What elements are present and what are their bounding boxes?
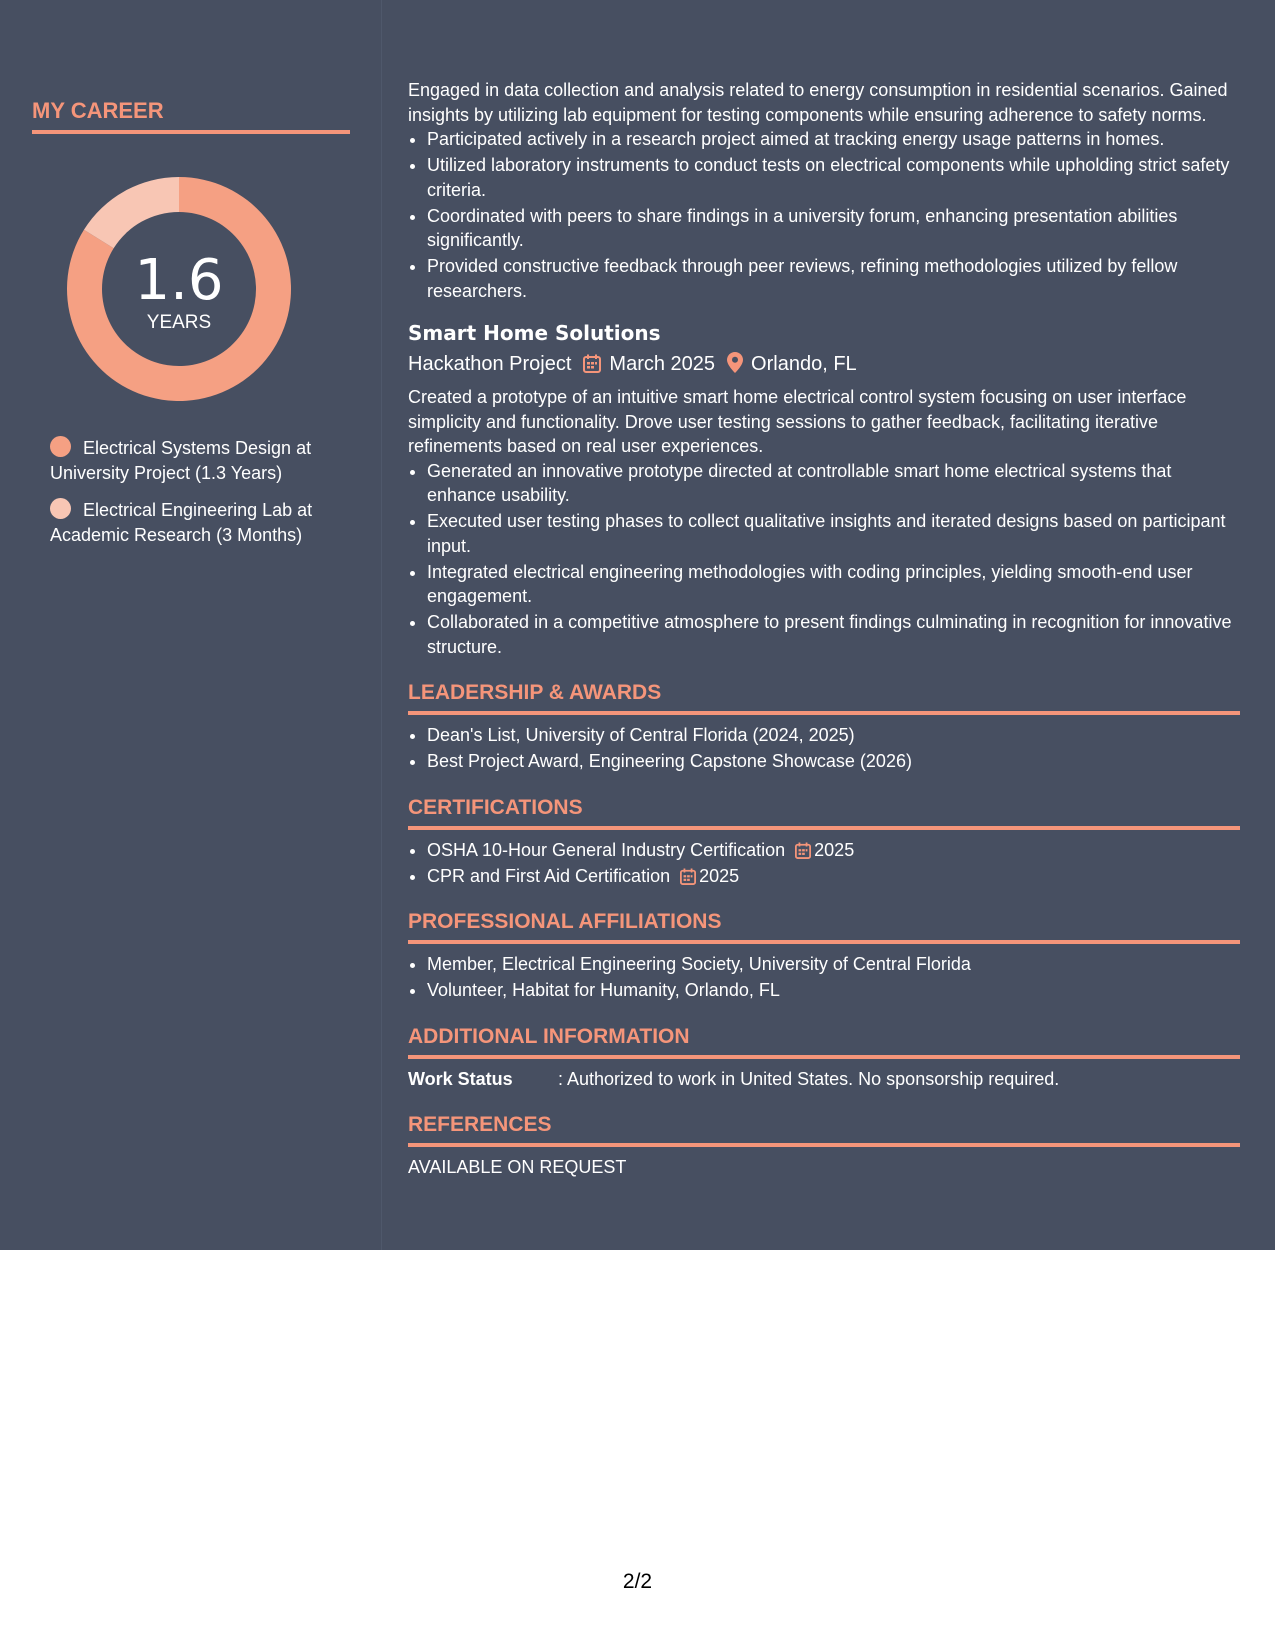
career-total-value: 1.6 [134, 248, 224, 313]
list-item: • Participated actively in a research project aimed at tracking energy usage patterns in homes. [427, 127, 1240, 152]
legend-dot-icon [50, 436, 71, 457]
work-status-row [408, 1067, 1240, 1092]
project-type: Hackathon Project [408, 353, 572, 375]
calendar-icon [583, 354, 601, 373]
list-item: • Utilized laboratory instruments to conduct tests on electrical components while upholding strict safety criteria. [427, 153, 1240, 202]
legend-label: Electrical Systems Design at University Project (1.3 Years) [50, 438, 312, 483]
certifications-heading: CERTIFICATIONS [408, 794, 1240, 830]
list-item [427, 864, 1240, 889]
experience-bullets [408, 127, 1240, 303]
certification-name: OSHA 10-Hour General Industry Certification [427, 839, 786, 860]
project-description: Created a prototype of an intuitive smart home electrical control system focusing on user interface simplicity and functionality. Drove user testing sessions to gather feedback, facilitating iterative refinements based on real user experiences. [408, 387, 1187, 456]
list-item: • Integrated electrical engineering methodologies with coding principles, yielding smooth-end user engagement. [427, 560, 1240, 609]
legend-dot-icon [50, 498, 71, 519]
career-total-unit: YEARS [146, 312, 212, 333]
list-item: • Generated an innovative prototype directed at controllable smart home electrical systems that enhance usability. [427, 459, 1240, 508]
list-item: • Executed user testing phases to collect qualitative insights and iterated designs based on participant input. [427, 509, 1240, 558]
certification-name: CPR and First Aid Certification [427, 865, 671, 886]
project-date: March 2025 [609, 353, 716, 375]
certifications-list [408, 838, 1240, 889]
main-content [408, 78, 1240, 1180]
list-item [427, 838, 1240, 863]
calendar-icon [680, 868, 696, 885]
list-item: • Coordinated with peers to share findings in a university forum, enhancing presentation abilities significantly. [427, 204, 1240, 253]
legend-item [50, 498, 350, 548]
list-item: • Dean's List, University of Central Florida (2024, 2025) [427, 723, 1240, 748]
list-item: • Volunteer, Habitat for Humanity, Orlando, FL [427, 978, 1240, 1003]
references-text: AVAILABLE ON REQUEST [408, 1157, 627, 1177]
list-item: • Best Project Award, Engineering Capstone Showcase (2026) [427, 749, 1240, 774]
work-status-label: Work Status [408, 1068, 513, 1089]
list-item: • Collaborated in a competitive atmosphere to present findings culminating in recognition for innovative structure. [427, 610, 1240, 659]
sidebar [0, 0, 382, 1250]
donut-segment-1 [84, 177, 179, 248]
legend-label: Electrical Engineering Lab at Academic Research (3 Months) [50, 500, 313, 545]
leadership-list [408, 723, 1240, 774]
work-status-value: : Authorized to work in United States. No sponsorship required. [558, 1068, 1060, 1089]
certification-year: 2025 [814, 839, 855, 860]
affiliations-heading: PROFESSIONAL AFFILIATIONS [408, 908, 1240, 944]
career-legend [50, 436, 350, 560]
references-heading: REFERENCES [408, 1111, 1240, 1147]
affiliations-list [408, 952, 1240, 1003]
leadership-heading: LEADERSHIP & AWARDS [408, 679, 1240, 715]
career-donut-chart [66, 176, 292, 402]
project-title: Smart Home Solutions [408, 321, 661, 345]
calendar-icon [795, 842, 811, 859]
project-meta [408, 349, 1240, 379]
location-pin-icon [727, 352, 743, 373]
project-bullets [408, 459, 1240, 660]
list-item: • Member, Electrical Engineering Society, University of Central Florida [427, 952, 1240, 977]
additional-info-heading: ADDITIONAL INFORMATION [408, 1023, 1240, 1059]
list-item: • Provided constructive feedback through peer reviews, refining methodologies utilized by fellow researchers. [427, 254, 1240, 303]
project-location: Orlando, FL [751, 353, 857, 375]
page-number: 2/2 [622, 1570, 653, 1593]
experience-intro: Engaged in data collection and analysis related to energy consumption in residential scenarios. Gained insights by utilizing lab equipment for testing components while ensuring adherence to safety norms. [408, 80, 1228, 125]
career-heading: MY CAREER [32, 98, 350, 134]
certification-year: 2025 [699, 865, 740, 886]
legend-item [50, 436, 350, 486]
